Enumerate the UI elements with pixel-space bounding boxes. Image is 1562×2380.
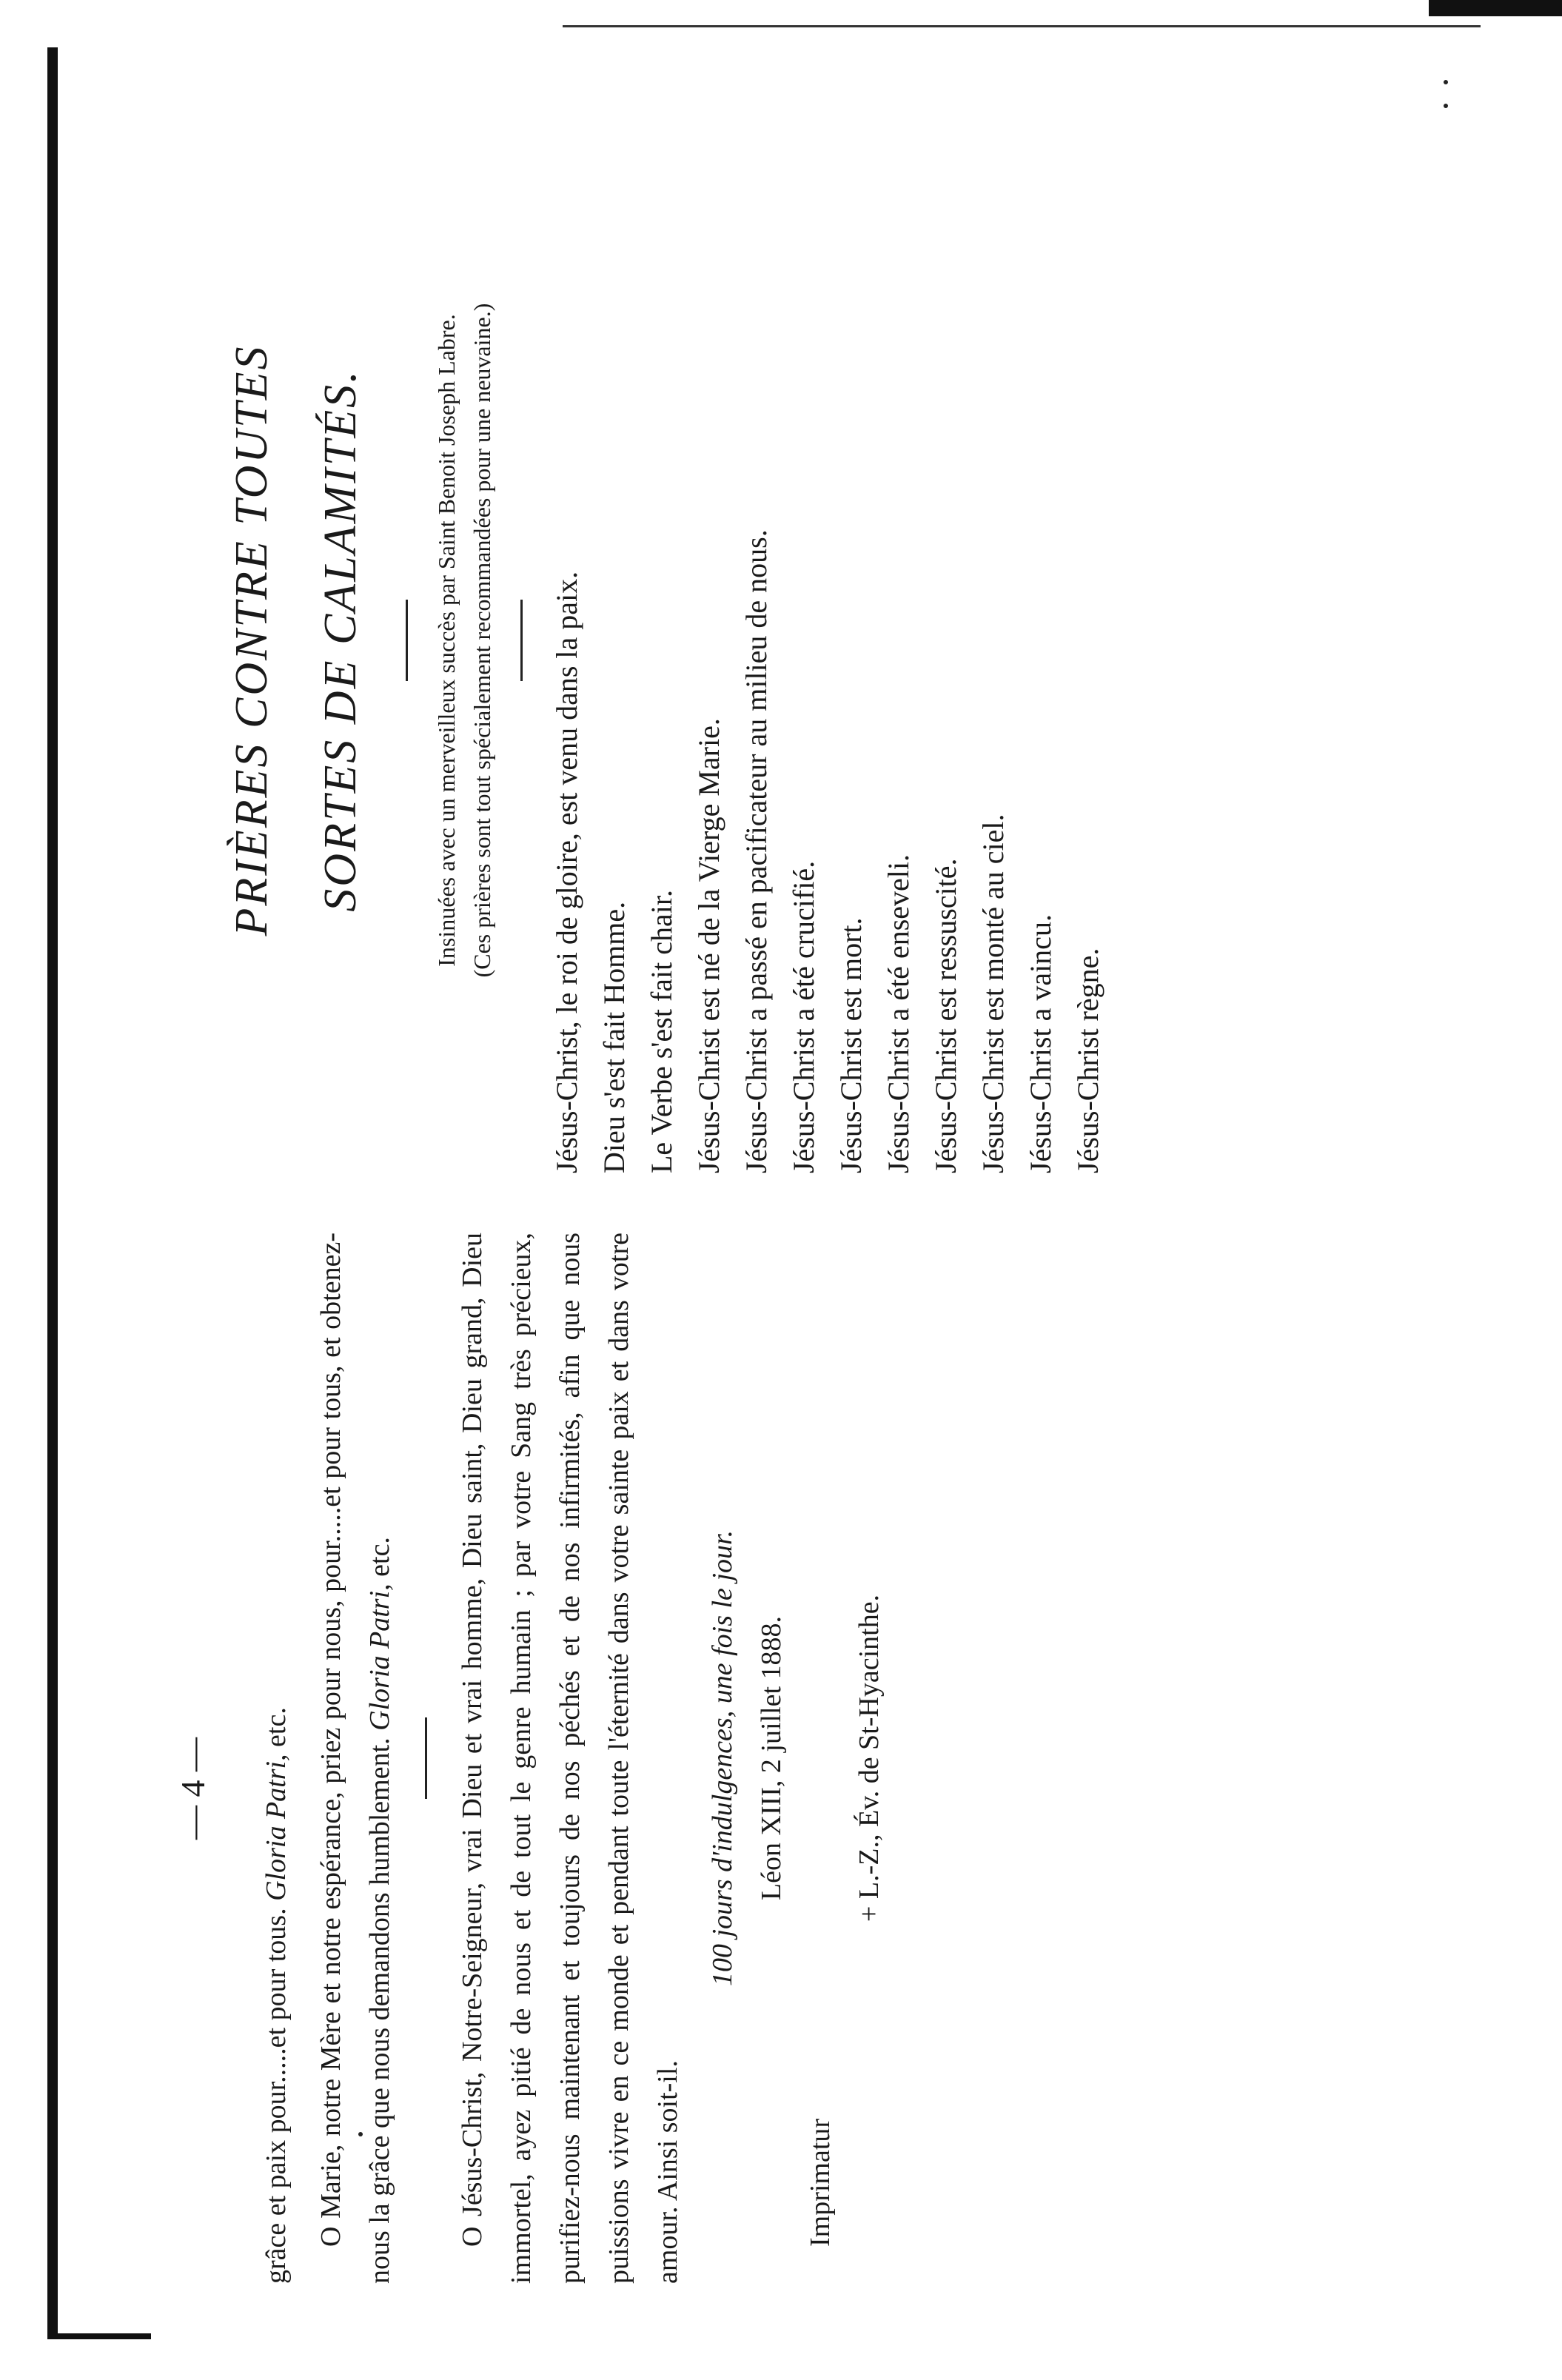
prayer-line: Jésus-Christ est mort. <box>834 917 868 1173</box>
prayer-line: Jésus-Christ, le roi de gloire, est venu dans la paix. <box>550 571 583 1173</box>
paragraph-1 <box>252 1233 301 2284</box>
date-line: Léon XIII, 2 juillet 1888. <box>756 1615 787 1901</box>
paragraph-2-text: O Marie, notre Mère et notre espérance, priez pour nous, pour.....et pour tous, et obtenez-nous la grâce que nous demandons humblement. <box>315 1233 395 2284</box>
prayer-line: Jésus-Christ a été crucifié. <box>787 860 820 1173</box>
prayer-line: Jésus-Christ a été enseveli. <box>882 854 915 1173</box>
separator <box>406 600 408 681</box>
prayer-line: Jésus-Christ a passé en pacificateur au milieu de nous. <box>740 529 773 1173</box>
title-line-2: SORTES DE CALAMITÉS. <box>315 369 366 912</box>
note-1: Insinuées avec un merveilleux succès par Saint Benoit Joseph Labre. <box>433 314 460 967</box>
separator <box>520 600 523 681</box>
imprimatur: Imprimatur <box>805 2118 836 2247</box>
prayer-line: Jésus-Christ est né de la Vierge Marie. <box>692 718 725 1173</box>
title-line-1: PRIÈRES CONTRE TOUTES <box>227 344 277 936</box>
page-number: — 4 — <box>174 1737 212 1840</box>
prayer-line: Jésus-Christ a vaincu. <box>1024 914 1057 1173</box>
note-2: (Ces prières sont tout spécialement recommandées pour une neuvaine.) <box>469 303 495 978</box>
etc: etc. <box>364 1537 395 1584</box>
gloria-patri: Gloria Patri, <box>364 1583 395 1731</box>
prayer-line: Jésus-Christ est ressuscité. <box>929 858 962 1173</box>
prayer-line: Jésus-Christ est monté au ciel. <box>976 814 1010 1173</box>
rotated-content <box>174 100 1362 2284</box>
paragraph-1-text: grâce et paix pour.....et pour tous. <box>261 1908 292 2284</box>
left-column <box>174 1233 894 2284</box>
prayer-line: Jésus-Christ règne. <box>1071 948 1105 1173</box>
top-border-rule <box>1429 0 1562 16</box>
paragraph-3: O Jésus-Christ, Notre-Seigneur, vrai Dieu et vrai homme, Dieu saint, Dieu grand, Dieu immortel, ayez pitié de nous et de tout le genre humain ; par votre Sang très précieux, purifiez-nous maintenant et toujours de nos péchés et de nos infirmités, afin que nous puissions vivre en ce monde et pendant toute l'éternité dans votre sainte paix et dans votre amour. Ainsi soit-il. <box>457 1233 683 2284</box>
speck <box>1444 80 1448 84</box>
top-thin-rule <box>563 25 1481 27</box>
separator <box>425 1717 427 1799</box>
speck <box>1444 104 1448 108</box>
prayer-line: Le Verbe s'est fait chair. <box>645 890 678 1173</box>
prayer-line: Dieu s'est fait Homme. <box>597 901 631 1173</box>
right-column <box>178 107 1112 1173</box>
bottom-border-rule <box>47 2333 151 2339</box>
signature: + L.-Z., Év. de St-Hyacinthe. <box>854 1594 885 1923</box>
paragraph-2 <box>306 1233 404 2284</box>
indulgence-line: 100 jours d'indulgences, une fois le jour. <box>707 1529 738 1987</box>
etc: etc. <box>261 1707 292 1754</box>
gloria-patri: Gloria Patri, <box>261 1754 292 1901</box>
left-border-rule <box>47 47 58 2335</box>
